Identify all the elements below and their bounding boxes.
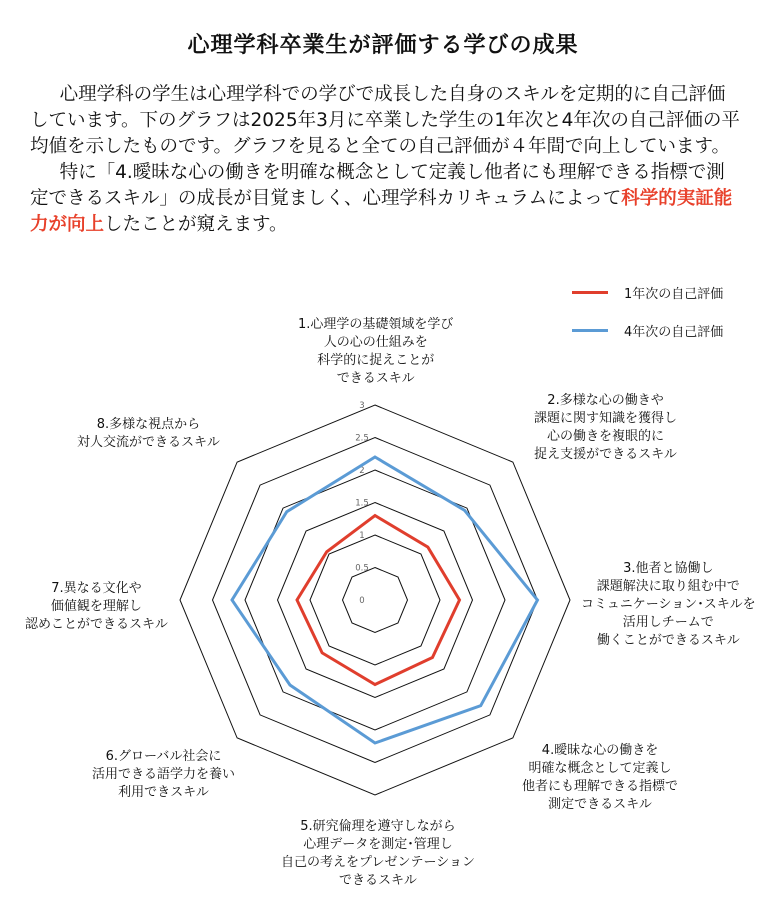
axis-label-line: 3.他者と協働し xyxy=(623,561,714,576)
axis-label-line: 活用できる語学力を養い xyxy=(92,767,236,782)
intro-paragraph-1: 心理学科の学生は心理学科での学びで成長した自身のスキルを定期的に自己評価しています。下のグラフは2025年3月に卒業した学生の1年次と4年次の自己評価の平均値を示したものです。グラフを見ると全ての自己評価が４年間で向上しています。 xyxy=(30,84,740,157)
axis-label-1 xyxy=(298,316,453,388)
grid-ring-3 xyxy=(278,503,473,698)
axis-label-line: 4.曖昧な心の働きを xyxy=(541,743,659,758)
axis-label-line: 心の働きを複眼的に xyxy=(547,429,665,444)
axis-label-line: 課題に関す知識を獲得し xyxy=(534,411,678,426)
axis-label-5 xyxy=(281,818,475,890)
tick-label: 0 xyxy=(359,596,365,606)
axis-label-line: 心理データを測定･管理し xyxy=(303,837,453,852)
axis-label-line: 利用できスキル xyxy=(118,785,209,800)
axis-label-line: 対人交流ができるスキル xyxy=(77,435,220,450)
axis-label-line: 課題解決に取り組む中で xyxy=(596,579,740,594)
axis-label-4 xyxy=(522,742,678,814)
axis-label-line: 人の心の仕組みを xyxy=(323,335,428,350)
tick-label: 1 xyxy=(359,531,365,541)
axis-label-7 xyxy=(25,580,168,634)
tick-label: 3 xyxy=(359,401,365,411)
axis-label-line: 価値観を理解し xyxy=(50,599,142,614)
legend-label-series-2: 4年次の自己評価 xyxy=(624,324,724,340)
tick-label: 2.5 xyxy=(355,433,369,444)
axis-label-line: 8.多様な視点から xyxy=(96,417,201,432)
axis-label-8 xyxy=(77,416,220,452)
tick-label: 2 xyxy=(359,466,365,476)
grid-ring-1 xyxy=(343,568,408,633)
grid-ring-5 xyxy=(213,438,538,763)
intro-p2-after: したことが窺えます。 xyxy=(104,214,288,235)
axis-label-line: 働くことができるスキル xyxy=(596,633,740,648)
series-line-1 xyxy=(297,516,460,685)
axis-label-line: コミュニケーション･スキルを xyxy=(581,597,756,612)
intro-highlight: 科学的実証能力が向上 xyxy=(30,188,733,235)
grid-ring-2 xyxy=(310,535,440,665)
grid-ring-6 xyxy=(180,405,570,795)
axis-label-3 xyxy=(581,560,756,650)
axis-label-line: 明確な概念として定義し xyxy=(528,761,672,776)
axis-label-line: 1.心理学の基礎領域を学び xyxy=(298,317,454,332)
axis-label-6 xyxy=(92,748,235,802)
tick-label: 0.5 xyxy=(355,563,369,574)
axis-label-line: 自己の考えをプレゼンテーション xyxy=(281,855,475,870)
axis-label-line: 測定できるスキル xyxy=(548,797,652,812)
axis-label-line: 2.多様な心の働きや xyxy=(547,393,664,408)
grid-ring-4 xyxy=(245,470,505,730)
page-title: 心理学科卒業生が評価する学びの成果 xyxy=(187,33,579,58)
axis-label-line: 科学的に捉えことが xyxy=(317,353,435,368)
legend-label-series-1: 1年次の自己評価 xyxy=(624,286,724,302)
axis-label-line: 5.研究倫理を遵守しながら xyxy=(300,819,456,834)
axis-label-line: 7.異なる文化や xyxy=(51,581,142,596)
axis-label-line: 他者にも理解できる指標で xyxy=(522,779,679,794)
tick-label: 1.5 xyxy=(355,498,369,509)
axis-label-line: できるスキル xyxy=(336,371,415,386)
axis-label-line: できるスキル xyxy=(339,873,417,888)
axis-label-line: 捉え支援ができるスキル xyxy=(534,447,677,462)
axis-label-line: 活用しチームで xyxy=(622,615,714,630)
intro-p2-before: 特に「4.曖昧な心の働きを明確な概念として定義し他者にも理解できる指標で測定できるスキル」の成長が目覚ましく、心理学科カリキュラムによって xyxy=(30,162,725,209)
axis-label-line: 6.グローバル社会に xyxy=(105,749,222,764)
axis-label-line: 認めことができるスキル xyxy=(25,617,168,632)
axis-label-2 xyxy=(534,392,677,464)
